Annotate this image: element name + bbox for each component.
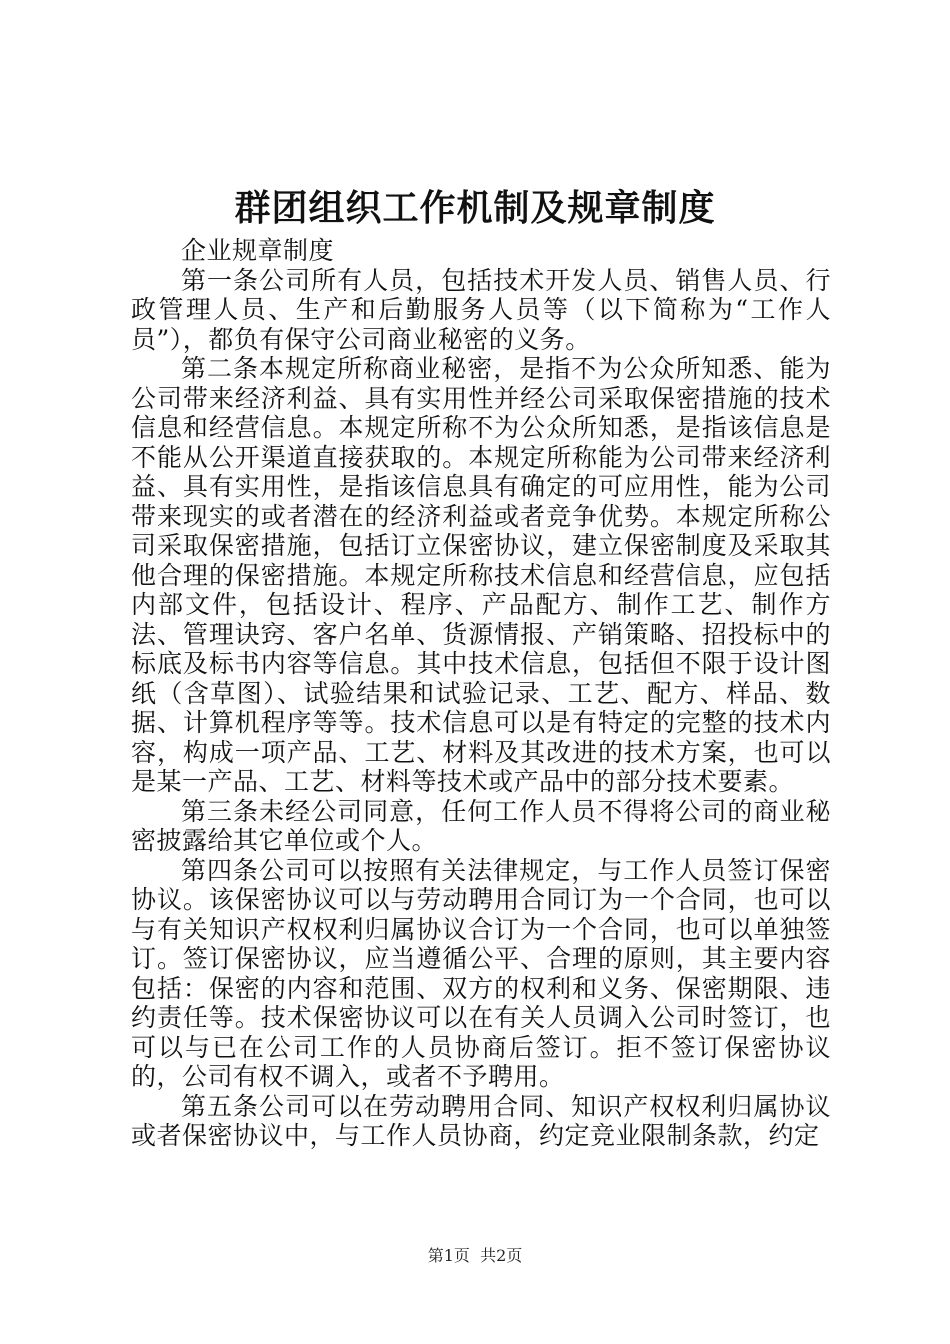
document-body bbox=[131, 236, 831, 1151]
page-number: 第1页 bbox=[427, 1246, 470, 1265]
document-title: 群团组织工作机制及规章制度 bbox=[234, 187, 716, 229]
paragraph-article-2: 第二条本规定所称商业秘密，是指不为公众所知悉、能为公司带来经济利益、具有实用性并经公司采取保密措施的技术信息和经营信息。本规定所称不为公众所知悉，是指该信息是不能从公开渠道直接获取的。本规定所称能为公司带来经济利益、具有实用性，是指该信息具有确定的可应用性，能为公司带来现实的或者潜在的经济利益或者竞争优势。本规定所称公司采取保密措施，包括订立保密协议，建立保密制度及采取其他合理的保密措施。本规定所称技术信息和经营信息，应包括内部文件，包括设计、程序、产品配方、制作工艺、制作方法、管理诀窍、客户名单、货源情报、产销策略、招投标中的标底及标书内容等信息。其中技术信息，包括但不限于设计图纸（含草图）、试验结果和试验记录、工艺、配方、样品、数据、计算机程序等等。技术信息可以是有特定的完整的技术内容，构成一项产品、工艺、材料及其改进的技术方案，也可以是某一产品、工艺、材料等技术或产品中的部分技术要素。 bbox=[131, 354, 831, 796]
page-footer bbox=[0, 1245, 950, 1267]
paragraph-article-5: 第五条公司可以在劳动聘用合同、知识产权权利归属协议或者保密协议中，与工作人员协商，约定竞业限制条款，约定 bbox=[131, 1091, 831, 1150]
paragraph-article-1: 第一条公司所有人员，包括技术开发人员、销售人员、行政管理人员、生产和后勤服务人员等（以下简称为“工作人员”），都负有保守公司商业秘密的义务。 bbox=[131, 265, 831, 354]
page-total: 共2页 bbox=[480, 1246, 523, 1265]
section-heading: 企业规章制度 bbox=[181, 236, 335, 265]
paragraph-article-4: 第四条公司可以按照有关法律规定，与工作人员签订保密协议。该保密协议可以与劳动聘用合同订为一个合同，也可以与有关知识产权权利归属协议合订为一个合同，也可以单独签订。签订保密协议，应当遵循公平、合理的原则，其主要内容包括：保密的内容和范围、双方的权利和义务、保密期限、违约责任等。技术保密协议可以在有关人员调入公司时签订，也可以与已在公司工作的人员协商后签订。拒不签订保密协议的，公司有权不调入，或者不予聘用。 bbox=[131, 855, 831, 1091]
paragraph-article-3: 第三条未经公司同意，任何工作人员不得将公司的商业秘密披露给其它单位或个人。 bbox=[131, 796, 831, 855]
